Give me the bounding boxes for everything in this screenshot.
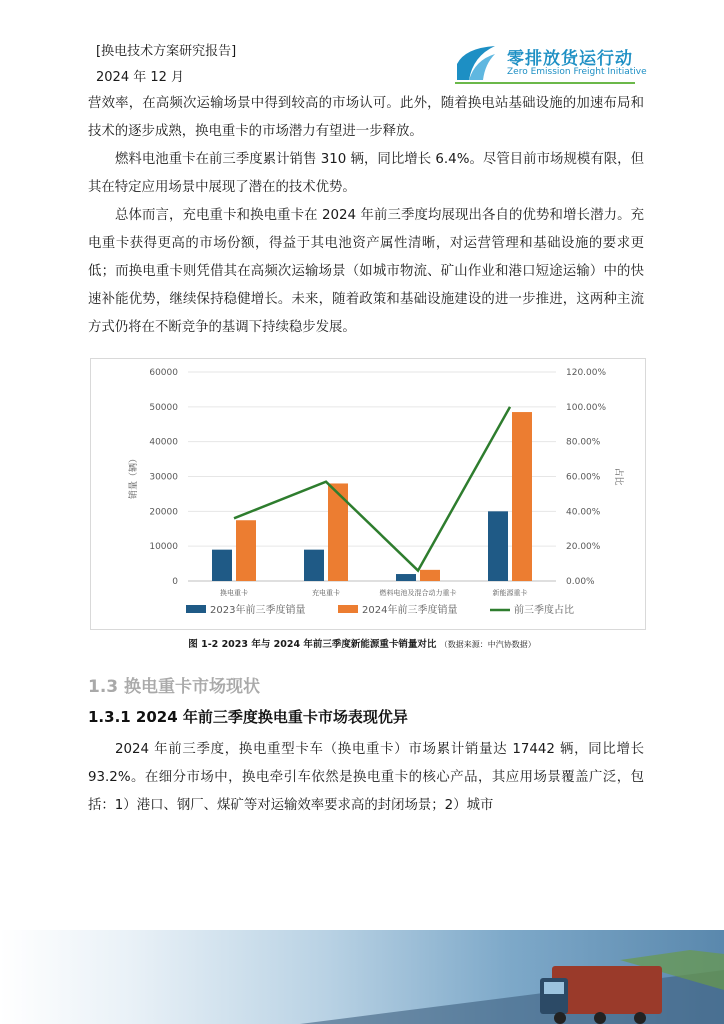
y-tick-label: 60000 bbox=[149, 368, 178, 378]
paragraph: 燃料电池重卡在前三季度累计销售 310 辆，同比增长 6.4%。尽管目前市场规模有限，但其在特定应用场景中展现了潜在的技术优势。 bbox=[88, 152, 644, 195]
report-date: 2024 年 12 月 bbox=[96, 70, 185, 85]
y-tick-label: 0 bbox=[172, 577, 178, 587]
legend-swatch bbox=[186, 605, 206, 613]
x-tick-label: 换电重卡 bbox=[220, 589, 248, 597]
bar bbox=[212, 550, 232, 581]
logo-chinese-name: 零排放货运行动 bbox=[507, 49, 633, 69]
figure-caption bbox=[0, 636, 724, 650]
logo-underline bbox=[455, 82, 635, 84]
bar bbox=[304, 550, 324, 581]
y2-axis-title: 占比 bbox=[613, 467, 623, 486]
y2-tick-label: 120.00% bbox=[566, 368, 607, 378]
bar bbox=[488, 511, 508, 581]
bar bbox=[512, 412, 532, 581]
y-tick-label: 40000 bbox=[149, 437, 178, 448]
body-text-bottom bbox=[88, 736, 644, 820]
footer-banner bbox=[0, 930, 724, 1024]
bar bbox=[420, 570, 440, 581]
y2-tick-label: 80.00% bbox=[566, 437, 601, 448]
logo-wing-icon bbox=[455, 44, 499, 82]
x-tick-label: 充电重卡 bbox=[312, 589, 340, 597]
legend-label: 2024年前三季度销量 bbox=[362, 605, 458, 616]
logo-english-name: Zero Emission Freight Initiative bbox=[507, 67, 647, 77]
y-tick-label: 10000 bbox=[149, 542, 178, 553]
zero-emission-freight-logo bbox=[455, 44, 655, 84]
legend-label: 2023年前三季度销量 bbox=[210, 605, 306, 616]
legend-label: 前三季度占比 bbox=[514, 605, 574, 616]
truck-road-illustration bbox=[0, 930, 724, 1024]
y-tick-label: 30000 bbox=[149, 472, 178, 483]
paragraph: 营效率，在高频次运输场景中得到较高的市场认可。此外，随着换电站基础设施的加速布局和技术的逐步成熟，换电重卡的市场潜力有望进一步释放。 bbox=[88, 96, 644, 139]
bar bbox=[236, 520, 256, 581]
section-heading: 1.3 换电重卡市场现状 bbox=[88, 677, 261, 697]
sales-comparison-chart bbox=[90, 358, 646, 630]
subsection-heading: 1.3.1 2024 年前三季度换电重卡市场表现优异 bbox=[88, 708, 408, 726]
caption-source: （数据来源：中汽协数据） bbox=[439, 640, 536, 649]
y-tick-label: 50000 bbox=[149, 402, 178, 413]
x-tick-label: 新能源重卡 bbox=[492, 589, 528, 597]
chart-frame bbox=[91, 359, 646, 630]
y2-tick-label: 60.00% bbox=[566, 472, 601, 483]
bar bbox=[396, 574, 416, 581]
y2-tick-label: 100.00% bbox=[566, 402, 607, 413]
y-tick-label: 20000 bbox=[149, 507, 178, 518]
y-axis-title: 销量（辆） bbox=[129, 453, 139, 500]
caption-main: 图 1-2 2023 年与 2024 年前三季度新能源重卡销量对比 bbox=[188, 639, 437, 650]
y2-tick-label: 20.00% bbox=[566, 542, 601, 553]
legend-swatch bbox=[338, 605, 358, 613]
y2-tick-label: 0.00% bbox=[566, 577, 595, 587]
paragraph: 总体而言，充电重卡和换电重卡在 2024 年前三季度均展现出各自的优势和增长潜力。充电重卡获得更高的市场份额，得益于其电池资产属性清晰，对运营管理和基础设施的要求更低；而换电重卡则凭借其在高频次运输场景（如城市物流、矿山作业和港口短途运输）中的快速补能优势，继续保持稳健增长。未来，随着政策和基础设施建设的进一步推进，这两种主流方式仍将在不断竞争的基调下持续稳步发展。 bbox=[88, 208, 644, 335]
y2-tick-label: 40.00% bbox=[566, 507, 601, 518]
bar bbox=[328, 483, 348, 581]
report-title: [换电技术方案研究报告] bbox=[96, 44, 237, 59]
x-tick-label: 燃料电池及混合动力重卡 bbox=[379, 589, 457, 597]
paragraph: 2024 年前三季度，换电重型卡车（换电重卡）市场累计销量达 17442 辆，同比增长 93.2%。在细分市场中，换电牵引车依然是换电重卡的核心产品，其应用场景覆盖广泛，包括：1）港口、钢厂、煤矿等对运输效率要求高的封闭场景；2）城市 bbox=[88, 742, 644, 813]
body-text-top bbox=[88, 90, 644, 342]
